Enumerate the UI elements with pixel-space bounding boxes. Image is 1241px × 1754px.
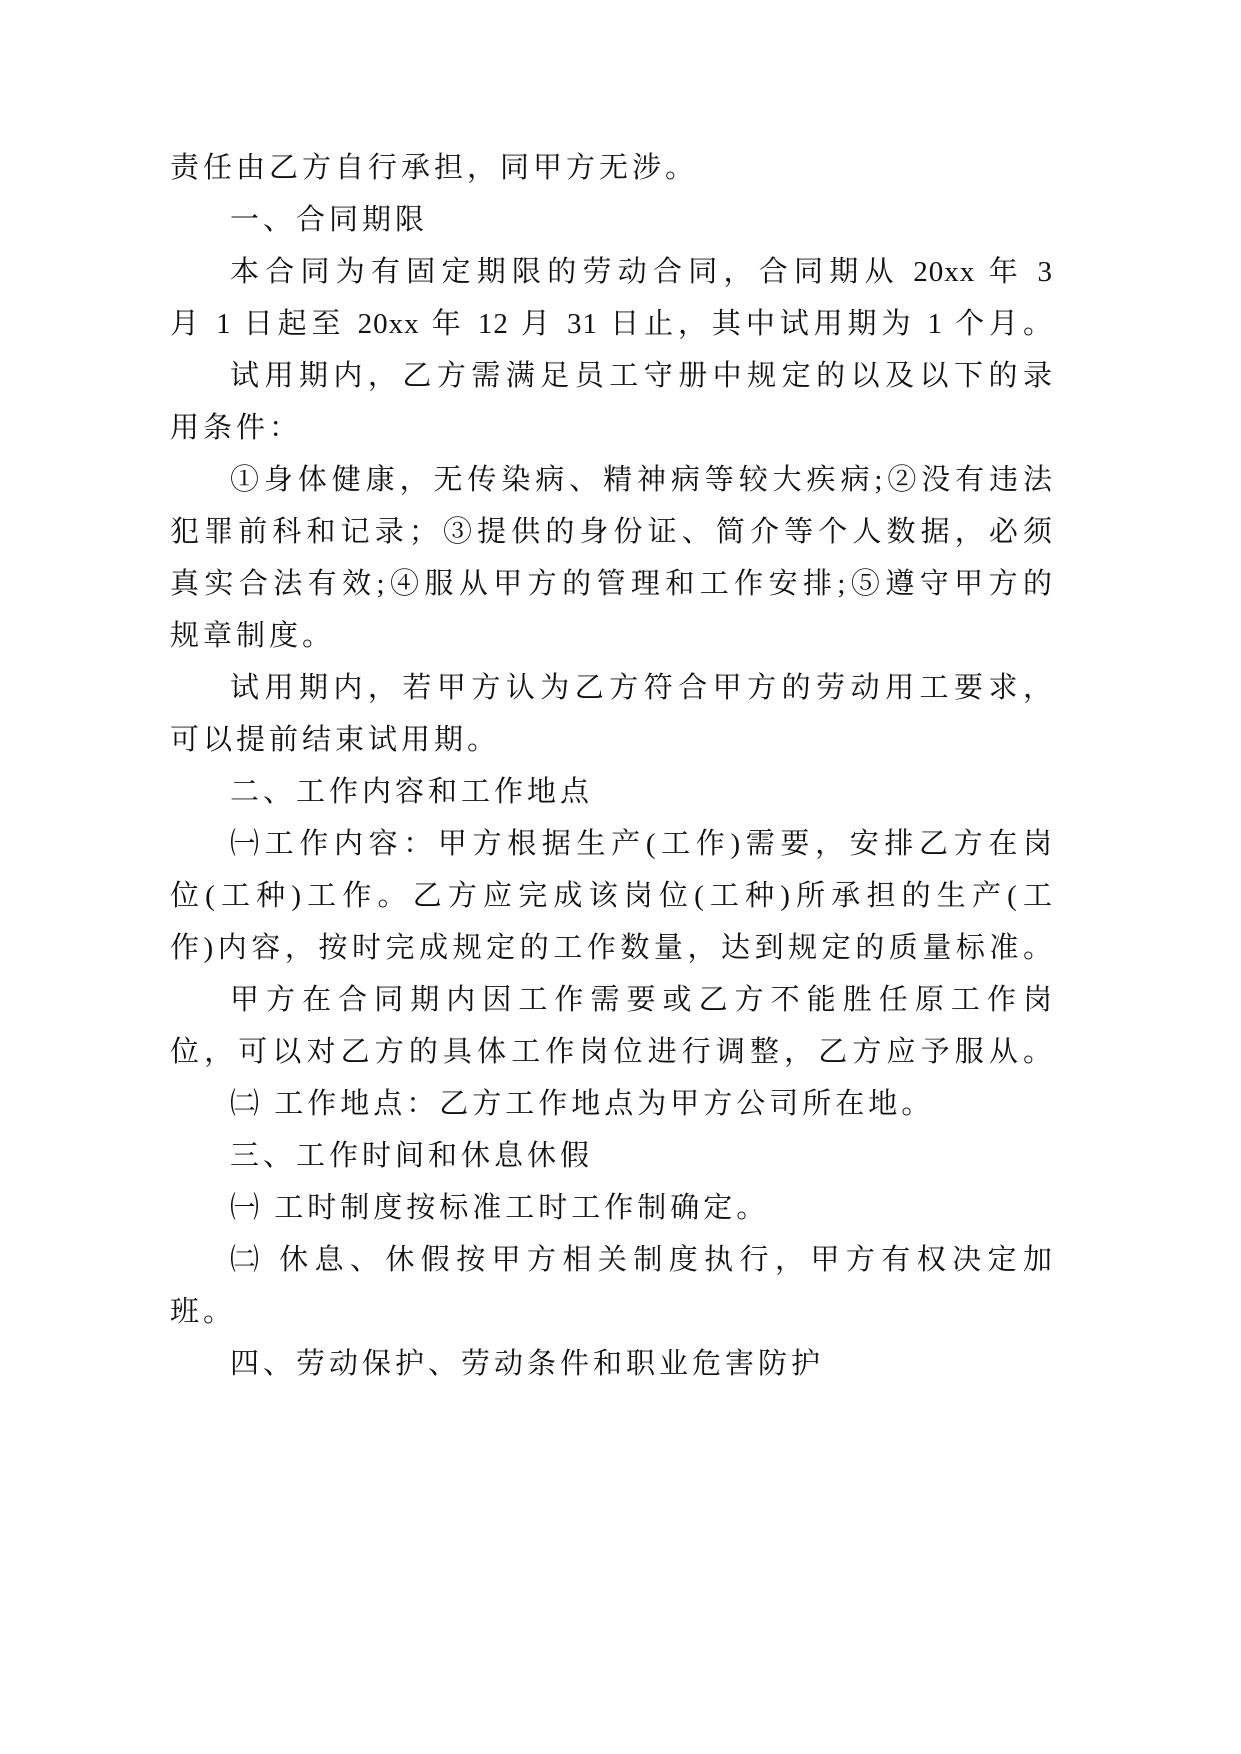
section-heading: 二、工作内容和工作地点 bbox=[230, 776, 594, 808]
paragraph bbox=[170, 662, 1053, 766]
paragraph-line: 本合同为有固定期限的劳动合同，合同期从 20xx 年 3 bbox=[230, 256, 1053, 288]
paragraph-line: 位(工种)工作。乙方应完成该岗位(工种)所承担的生产(工 bbox=[170, 880, 1053, 912]
paragraph-line: 真实合法有效;④服从甲方的管理和工作安排;⑤遵守甲方的 bbox=[170, 568, 1053, 600]
paragraph bbox=[170, 818, 1053, 974]
paragraph-line: 月 1 日起至 20xx 年 12 月 31 日止，其中试用期为 1 个月。 bbox=[170, 308, 1053, 340]
section-labor-protection bbox=[170, 1338, 1053, 1390]
section-contract-term bbox=[170, 194, 1053, 766]
document-body bbox=[170, 142, 1053, 1390]
paragraph-line: 位，可以对乙方的具体工作岗位进行调整，乙方应予服从。 bbox=[170, 1036, 1053, 1068]
paragraph-line: 班。 bbox=[170, 1296, 237, 1328]
paragraph-line: 试用期内，乙方需满足员工守册中规定的以及以下的录 bbox=[230, 360, 1053, 392]
paragraph-line: 试用期内，若甲方认为乙方符合甲方的劳动用工要求， bbox=[230, 672, 1053, 704]
paragraph-line: ㈡ 休息、休假按甲方相关制度执行，甲方有权决定加 bbox=[230, 1244, 1053, 1276]
paragraph-line: ㈠ 工时制度按标准工时工作制确定。 bbox=[230, 1192, 770, 1224]
lead-paragraph bbox=[170, 142, 1053, 194]
paragraph bbox=[170, 454, 1053, 662]
paragraph-line: 甲方在合同期内因工作需要或乙方不能胜任原工作岗 bbox=[230, 984, 1053, 1016]
paragraph bbox=[170, 1078, 1053, 1130]
paragraph-line: 作)内容，按时完成规定的工作数量，达到规定的质量标准。 bbox=[170, 932, 1053, 964]
paragraph bbox=[170, 1234, 1053, 1338]
paragraph-line: 规章制度。 bbox=[170, 620, 336, 652]
paragraph bbox=[170, 1182, 1053, 1234]
section-work-content-location bbox=[170, 766, 1053, 1130]
paragraph-line: ㈠工作内容：甲方根据生产(工作)需要，安排乙方在岗 bbox=[230, 828, 1053, 860]
paragraph-line: 责任由乙方自行承担，同甲方无涉。 bbox=[170, 152, 699, 184]
paragraph-line: 用条件： bbox=[170, 412, 303, 444]
paragraph bbox=[170, 974, 1053, 1078]
paragraph-line: ①身体健康，无传染病、精神病等较大疾病;②没有违法 bbox=[230, 464, 1053, 496]
paragraph-line: 犯罪前科和记录；③提供的身份证、简介等个人数据，必须 bbox=[170, 516, 1053, 548]
paragraph bbox=[170, 350, 1053, 454]
paragraph-line: ㈡ 工作地点：乙方工作地点为甲方公司所在地。 bbox=[230, 1088, 935, 1120]
section-heading: 一、合同期限 bbox=[230, 204, 429, 236]
paragraph-line: 可以提前结束试用期。 bbox=[170, 724, 501, 756]
paragraph bbox=[170, 246, 1053, 350]
section-heading: 三、工作时间和休息休假 bbox=[230, 1140, 594, 1172]
section-heading: 四、劳动保护、劳动条件和职业危害防护 bbox=[230, 1348, 825, 1380]
section-working-hours-rest bbox=[170, 1130, 1053, 1338]
